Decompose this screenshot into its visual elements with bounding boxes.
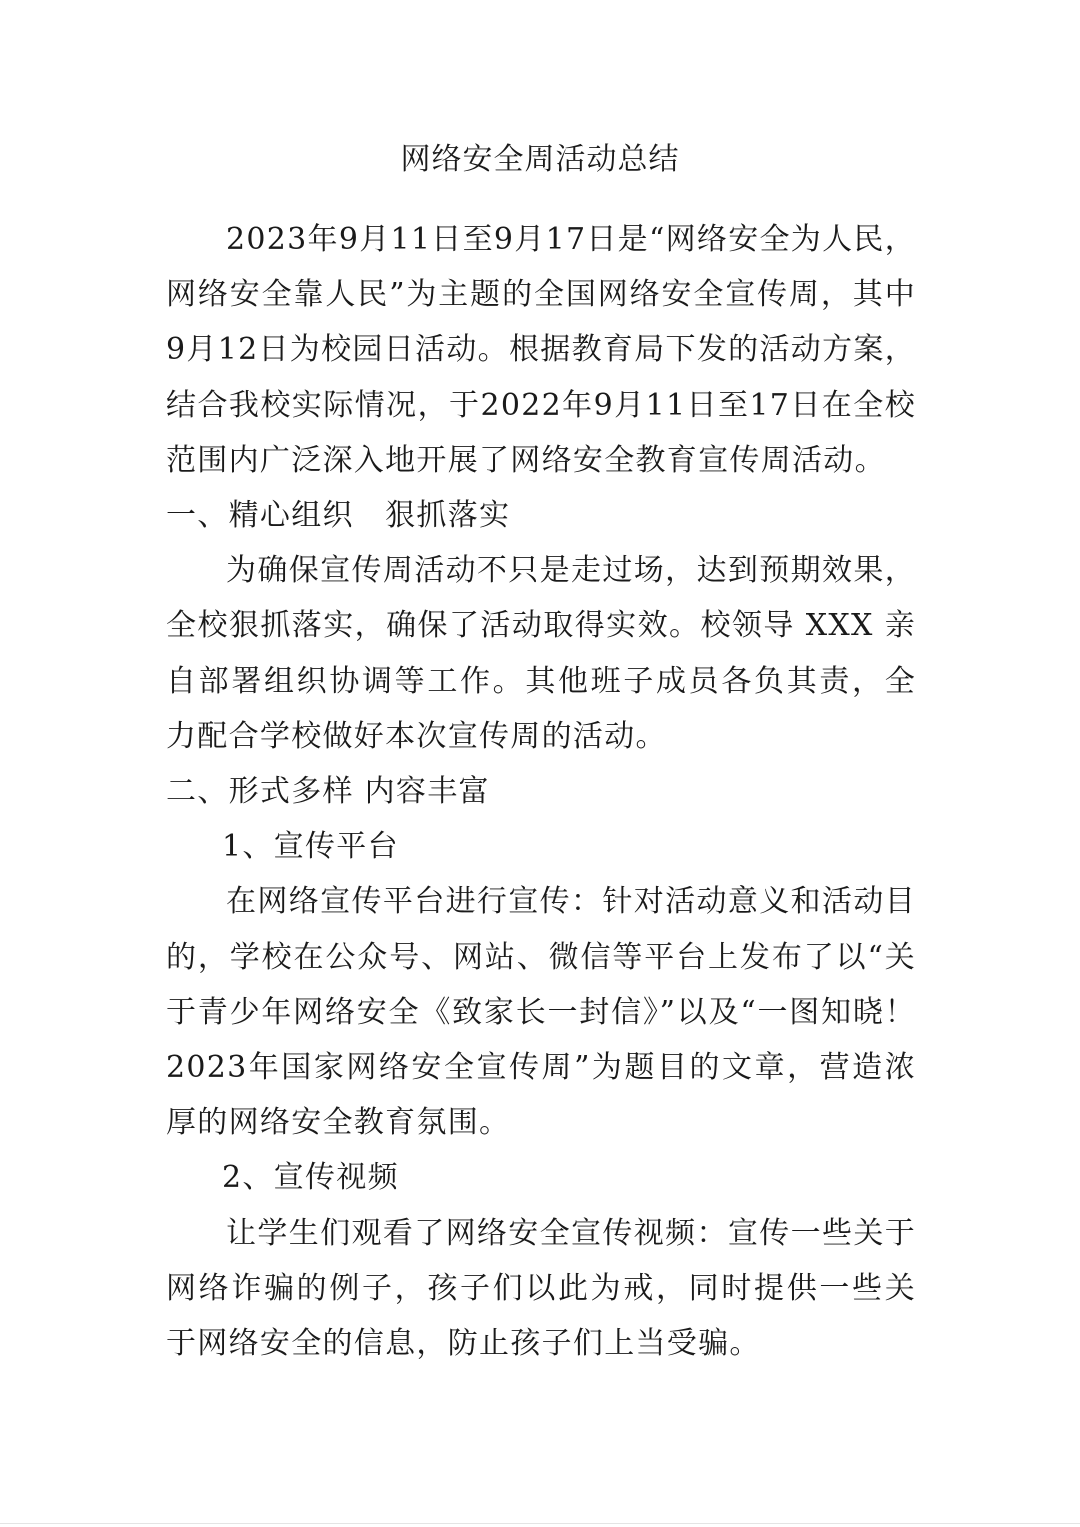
section-1-paragraph: 为确保宣传周活动不只是走过场，达到预期效果，全校狠抓落实，确保了活动取得实效。校领导 XXX 亲自部署组织协调等工作。其他班子成员各负其责，全力配合学校做好本次宣传周的活动。 xyxy=(166,553,916,754)
document-body xyxy=(166,212,916,1371)
item-1-paragraph: 在网络宣传平台进行宣传：针对活动意义和活动目的，学校在公众号、网站、微信等平台上发布了以“关于青少年网络安全《致家长一封信》”以及“一图知晓！2023年国家网络安全宣传周”为题目的文章，营造浓厚的网络安全教育氛围。 xyxy=(166,884,916,1141)
page-bottom-divider xyxy=(0,1523,1080,1524)
section-2-heading: 二、形式多样 内容丰富 xyxy=(166,774,490,810)
item-2-heading: 2、宣传视频 xyxy=(222,1160,399,1196)
intro-paragraph: 2023年9月11日至9月17日是“网络安全为人民，网络安全靠人民”为主题的全国网络安全宣传周，其中9月12日为校园日活动。根据教育局下发的活动方案，结合我校实际情况，于2022年9月11日至17日在全校范围内广泛深入地开展了网络安全教育宣传周活动。 xyxy=(166,222,917,478)
document-title: 网络安全周活动总结 xyxy=(400,142,680,177)
section-1-heading: 一、精心组织 狠抓落实 xyxy=(166,498,511,534)
item-1-heading: 1、宣传平台 xyxy=(222,829,399,865)
item-2-paragraph: 让学生们观看了网络安全宣传视频：宣传一些关于网络诈骗的例子，孩子们以此为戒，同时提供一些关于网络安全的信息，防止孩子们上当受骗。 xyxy=(166,1215,916,1362)
